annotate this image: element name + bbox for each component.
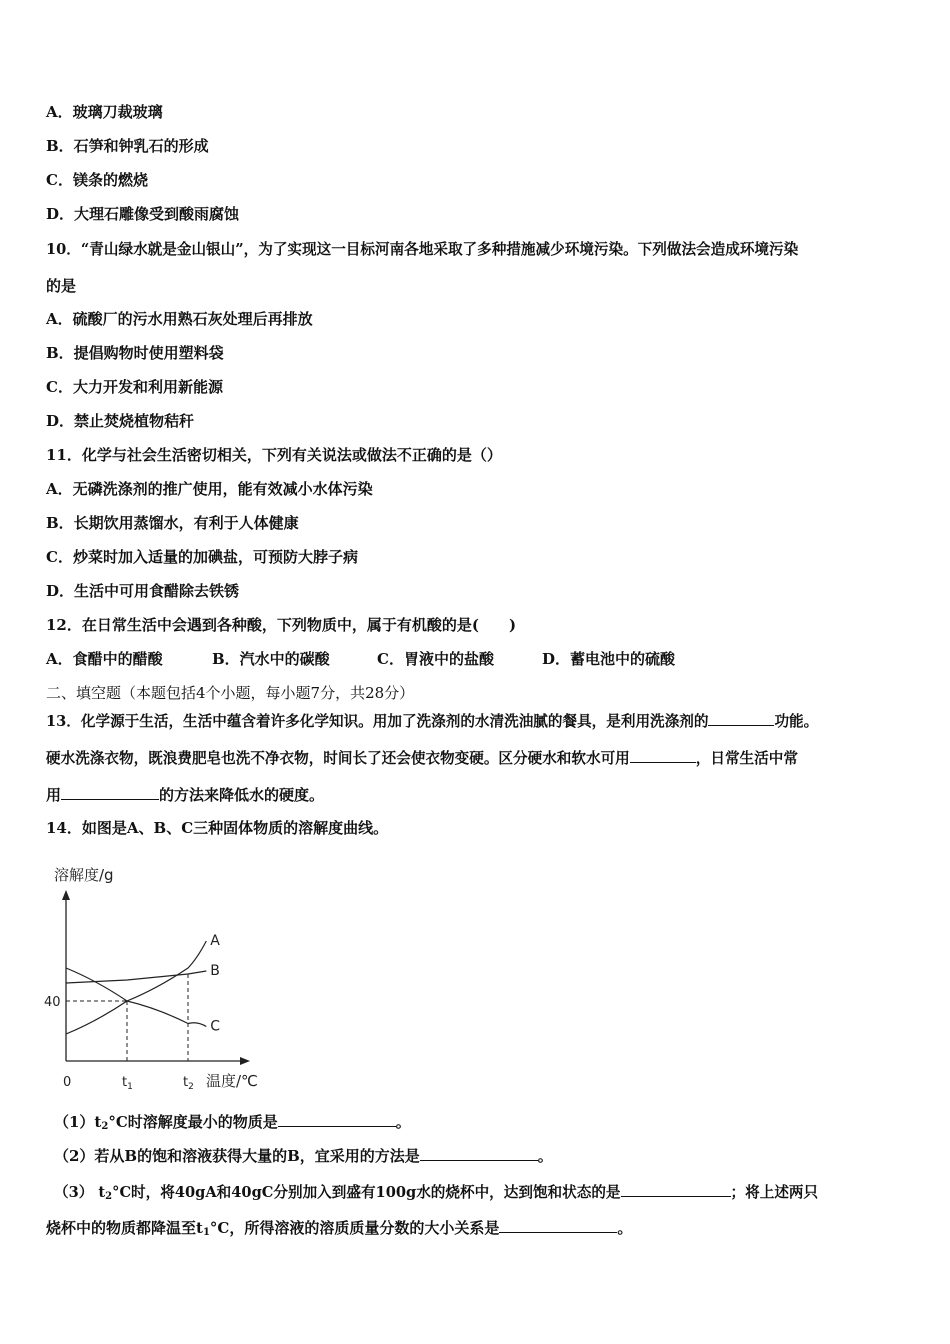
q13-text-4: ，日常生活中常 bbox=[695, 750, 798, 767]
t2-tick-subscript: 2 bbox=[188, 1082, 194, 1092]
curve-label-C: C bbox=[210, 1018, 221, 1035]
y-tick-40: 40 bbox=[44, 995, 61, 1010]
q14-s3b-pre: 烧杯中的物质都降温至t bbox=[46, 1219, 203, 1237]
q13-line2 bbox=[46, 746, 798, 769]
q14-sub1 bbox=[54, 1110, 411, 1137]
q14-s1-sub: 2 bbox=[101, 1121, 109, 1132]
x-axis-label: 温度/℃ bbox=[206, 1072, 258, 1090]
q10-option-a: A．硫酸厂的污水用熟石灰处理后再排放 bbox=[46, 310, 313, 328]
y-axis-label: 溶解度/g bbox=[54, 866, 114, 884]
q10-stem-line1: 10．“青山绿水就是金山银山”，为了实现这一目标河南各地采取了多种措施减少环境污染。下列做法会造成环境污染 bbox=[46, 241, 799, 258]
q14-blank-1[interactable] bbox=[278, 1110, 396, 1127]
q13-text-2: 功能。 bbox=[774, 713, 819, 730]
curve-label-B: B bbox=[210, 963, 220, 979]
q13-blank-1[interactable] bbox=[708, 709, 774, 726]
q11-option-c: C．炒菜时加入适量的加碘盐，可预防大脖子病 bbox=[46, 548, 358, 566]
q9-option-d: D．大理石雕像受到酸雨腐蚀 bbox=[46, 205, 240, 223]
q14-s1-post: °C时溶解度最小的物质是 bbox=[108, 1113, 278, 1131]
q14-sub2 bbox=[54, 1144, 553, 1166]
q12-option-a: A．食醋中的醋酸 bbox=[46, 650, 163, 668]
q14-s1-end: 。 bbox=[395, 1113, 411, 1131]
q14-s3b-sub: 1 bbox=[202, 1227, 210, 1238]
q11-option-d: D．生活中可用食醋除去铁锈 bbox=[46, 582, 240, 600]
curve-label-A: A bbox=[210, 933, 220, 949]
q13-blank-2[interactable] bbox=[630, 746, 696, 763]
solubility-chart bbox=[34, 860, 274, 1100]
q14-s2-end: 。 bbox=[537, 1147, 553, 1165]
q14-s3b-end: 。 bbox=[617, 1219, 633, 1237]
origin-label: 0 bbox=[63, 1075, 72, 1090]
q14-s2-pre: （2）若从B的饱和溶液获得大量的B，宜采用的方法是 bbox=[54, 1147, 420, 1165]
q11-option-a: A．无磷洗涤剂的推广使用，能有效减小水体污染 bbox=[46, 480, 373, 498]
t1-tick-label: $t_1$ bbox=[122, 1075, 133, 1092]
y-axis-arrow bbox=[62, 890, 70, 900]
q14-s3-mid: °C时，将40gA和40gC分别加入到盛有100g水的烧杯中，达到饱和状态的是 bbox=[112, 1184, 621, 1201]
q13-line3 bbox=[46, 783, 324, 805]
q13-blank-3[interactable] bbox=[61, 783, 159, 800]
q10-option-c: C．大力开发和利用新能源 bbox=[46, 378, 223, 396]
q14-s1-pre: （1）t bbox=[54, 1113, 102, 1131]
curve-A bbox=[66, 941, 206, 1034]
q12-option-b: B．汽水中的碳酸 bbox=[212, 650, 330, 668]
q11-option-b: B．长期饮用蒸馏水，有利于人体健康 bbox=[46, 514, 299, 532]
q14-blank-3[interactable] bbox=[621, 1180, 731, 1197]
q14-blank-2[interactable] bbox=[420, 1144, 538, 1161]
q13-text-5: 用 bbox=[46, 786, 62, 804]
q10-option-d: D．禁止焚烧植物秸秆 bbox=[46, 412, 195, 430]
q10-stem-line2: 的是 bbox=[46, 277, 77, 295]
q14-sub3-line2 bbox=[46, 1216, 632, 1243]
q14-s3b-mid: °C，所得溶液的溶质质量分数的大小关系是 bbox=[209, 1219, 500, 1237]
q9-option-b: B．石笋和钟乳石的形成 bbox=[46, 137, 209, 155]
q14-stem: 14．如图是A、B、C三种固体物质的溶解度曲线。 bbox=[46, 819, 389, 837]
q9-option-a: A．玻璃刀裁玻璃 bbox=[46, 103, 163, 121]
q12-option-c: C．胃液中的盐酸 bbox=[377, 650, 494, 668]
t1-tick-subscript: 1 bbox=[127, 1082, 133, 1092]
q13-text-1: 13．化学源于生活，生活中蕴含着许多化学知识。用加了洗涤剂的水清洗油腻的餐具，是利用洗涤剂的 bbox=[46, 713, 709, 730]
q12-option-d: D．蓄电池中的硫酸 bbox=[542, 650, 676, 668]
q13-text-3: 硬水洗涤衣物，既浪费肥皂也洗不净衣物，时间长了还会使衣物变硬。区分硬水和软水可用 bbox=[46, 750, 630, 767]
t2-tick-label: $t_2$ bbox=[183, 1075, 194, 1092]
q11-stem: 11．化学与社会生活密切相关，下列有关说法或做法不正确的是（） bbox=[46, 446, 502, 464]
q14-s3-pre: （3） t bbox=[54, 1184, 106, 1201]
q13-text-6: 的方法来降低水的硬度。 bbox=[159, 786, 325, 804]
q14-s3-sub: 2 bbox=[105, 1191, 113, 1202]
q13-line1 bbox=[46, 709, 818, 732]
x-axis-arrow bbox=[240, 1057, 250, 1065]
q14-blank-4[interactable] bbox=[499, 1216, 617, 1233]
section-heading: 二、填空题（本题包括4个小题，每小题7分，共28分） bbox=[46, 684, 415, 702]
q10-option-b: B．提倡购物时使用塑料袋 bbox=[46, 344, 224, 362]
q12-stem: 12．在日常生活中会遇到各种酸，下列物质中，属于有机酸的是( ) bbox=[46, 616, 517, 634]
q14-s3-post: ；将上述两只 bbox=[730, 1184, 819, 1201]
q14-sub3 bbox=[54, 1180, 818, 1207]
q9-option-c: C．镁条的燃烧 bbox=[46, 171, 148, 189]
